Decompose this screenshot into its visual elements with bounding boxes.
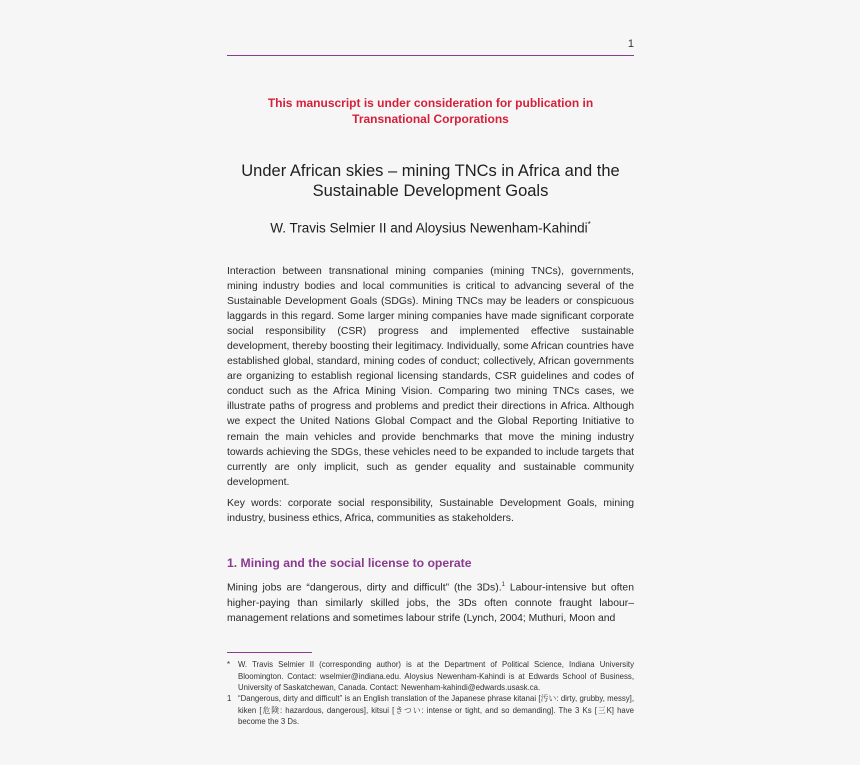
- footnote-ref-1: 1: [501, 582, 505, 588]
- footnote-text: “Dangerous, dirty and difficult” is an English translation of the Japanese phrase kitanai [汚い: dirty, grubby, messy], kiken [危険: hazardous, dangerous], kitsui [きつい: intense or tight, and so demanding]. The 3 Ks [三K] have become the 3 Ds.: [238, 694, 634, 726]
- keywords: Key words: corporate social responsibility, Sustainable Development Goals, mining industry, business ethics, Africa, communities as stakeholders.: [227, 498, 634, 524]
- body-text-part-1: Mining jobs are “dangerous, dirty and difficult” (the 3Ds).: [227, 582, 502, 594]
- author-names: W. Travis Selmier II and Aloysius Newenham-Kahindi: [270, 220, 588, 236]
- footnote-author: [227, 659, 634, 694]
- abstract: Interaction between transnational mining companies (mining TNCs), governments, mining industry bodies and local communities is critical to advancing several of the Sustainable Development Goals (SDGs). Mining TNCs may be leaders or conspicuous laggards in this regard. Some larger mining companies have made significant corporate social responsibility (CSR) progress and implemented effective sustainable development, thereby boosting their legitimacy. Individually, some African countries have established global, standard, mining codes of conduct; collectively, African governments are organizing to establish regional licensing standards, CSR guidelines and codes of conduct such as the Africa Mining Vision. Comparing two mining TNCs cases, we illustrate paths of progress and problems and predict their directions in Africa. Although we expect the United Nations Global Compact and the Global Reporting Initiative to remain the main vehicles and provide benchmarks that move the mining industry towards achieving the SDGs, these vehicles need to be expanded to include targets that currently are only implicit, such as gender equality and sustainable community development.: [227, 266, 634, 488]
- notice-line-2: Transnational Corporations: [352, 112, 509, 126]
- footnote-mark: *: [227, 660, 231, 669]
- paper-title: Under African skies – mining TNCs in Africa and the Sustainable Development Goals: [241, 162, 620, 200]
- body-text-part-2: Labour-intensive but often higher-paying than similarly skilled jobs, the 3Ds often connote fraught labour–management relations and sometimes labour strife (Lynch, 2004; Muthuri, Moon and: [227, 582, 634, 625]
- body-paragraph: [227, 578, 634, 627]
- section-heading: 1. Mining and the social license to operate: [227, 556, 472, 570]
- footnote-text: W. Travis Selmier II (corresponding author) is at the Department of Political Science, Indiana University Bloomington. Contact: wselmier@indiana.edu. Aloysius Newenham-Kahindi is at Edwards School of Business, University of Saskatchewan, Canada. Contact: Newenham-kahindi@edwards.usask.ca.: [238, 660, 634, 692]
- footnote-rule: [227, 652, 312, 653]
- page-number: 1: [627, 38, 634, 50]
- footnote-1: [227, 693, 634, 728]
- header-rule: [227, 55, 634, 56]
- publication-notice: [227, 95, 634, 127]
- notice-line-1: This manuscript is under consideration for publication in: [267, 96, 594, 110]
- footnote-mark: 1: [227, 694, 232, 703]
- author-footnote-mark: *: [587, 220, 591, 229]
- author-line: [227, 220, 634, 236]
